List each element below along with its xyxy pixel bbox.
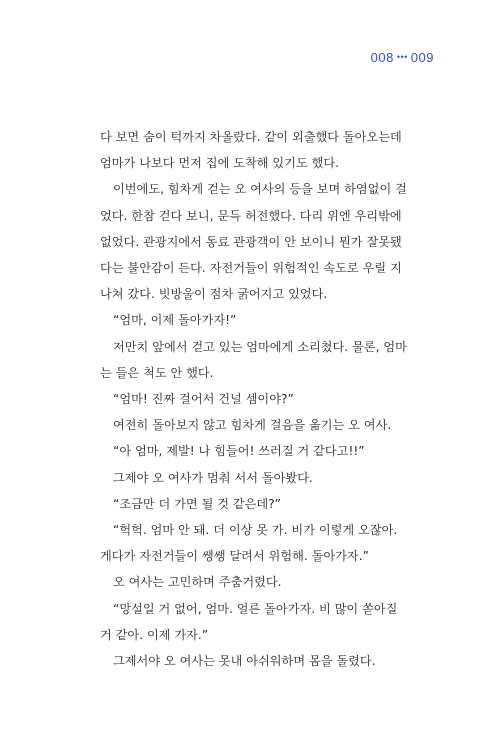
dialogue-line: “조금만 더 가면 될 것 같은데?” bbox=[113, 496, 281, 511]
text-line: 는 들은 척도 안 했다. bbox=[100, 365, 214, 380]
right-page-number: 009 bbox=[410, 50, 434, 65]
text-line: 저만치 앞에서 걷고 있는 엄마에게 소리쳤다. 물론, 엄마 bbox=[113, 339, 407, 354]
text-line: 나쳐 갔다. 빗방울이 점차 굵어지고 있었다. bbox=[100, 287, 328, 302]
dialogue-line: “엄마! 진짜 걸어서 건널 셈이야?” bbox=[113, 392, 294, 407]
dialogue-line: 게다가 자전거들이 쌩쌩 달려서 위험해. 돌아가자.” bbox=[100, 549, 369, 564]
text-line: 이번에도, 힘차게 걷는 오 여사의 등을 보며 하염없이 걸 bbox=[113, 182, 407, 197]
text-line: 엄마가 나보다 먼저 집에 도착해 있기도 했다. bbox=[100, 156, 340, 171]
text-line: 그제야 오 여사가 멈춰 서서 돌아봤다. bbox=[113, 470, 313, 485]
text-line: 오 여사는 고민하며 주춤거렸다. bbox=[113, 575, 282, 590]
dialogue-line: 거 같아. 이제 가자.” bbox=[100, 627, 209, 642]
page-separator: ••• bbox=[396, 52, 408, 62]
body-text bbox=[100, 124, 460, 674]
dialogue-line: “망설일 거 없어, 엄마. 얼른 돌아가자. 비 많이 쏟아질 bbox=[113, 601, 398, 616]
text-line: 여전히 돌아보지 않고 힘차게 걸음을 옮기는 오 여사. bbox=[113, 418, 392, 433]
left-page-number: 008 bbox=[370, 50, 394, 65]
text-line: 없었다. 관광지에서 동료 관광객이 안 보이니 뭔가 잘못됐 bbox=[100, 234, 402, 249]
dialogue-line: “아 엄마, 제발! 나 힘들어! 쓰러질 거 같다고!!” bbox=[113, 444, 365, 459]
text-line: 그제서야 오 여사는 못내 아쉬워하며 몸을 돌렸다. bbox=[113, 654, 376, 669]
page-number-header bbox=[371, 50, 434, 65]
text-line: 었다. 한참 걷다 보니, 문득 허전했다. 다리 위엔 우리밖에 bbox=[100, 208, 402, 223]
text-line: 다 보면 숨이 턱까지 차올랐다. 같이 외출했다 돌아오는데 bbox=[100, 130, 402, 144]
dialogue-line: “엄마, 이제 돌아가자!” bbox=[113, 313, 237, 328]
text-line: 다는 불안감이 든다. 자전거들이 위험적인 속도로 우릴 지 bbox=[100, 261, 402, 276]
dialogue-line: “헉헉. 엄마 안 돼. 더 이상 못 가. 비가 이렇게 오잖아. bbox=[113, 523, 398, 538]
